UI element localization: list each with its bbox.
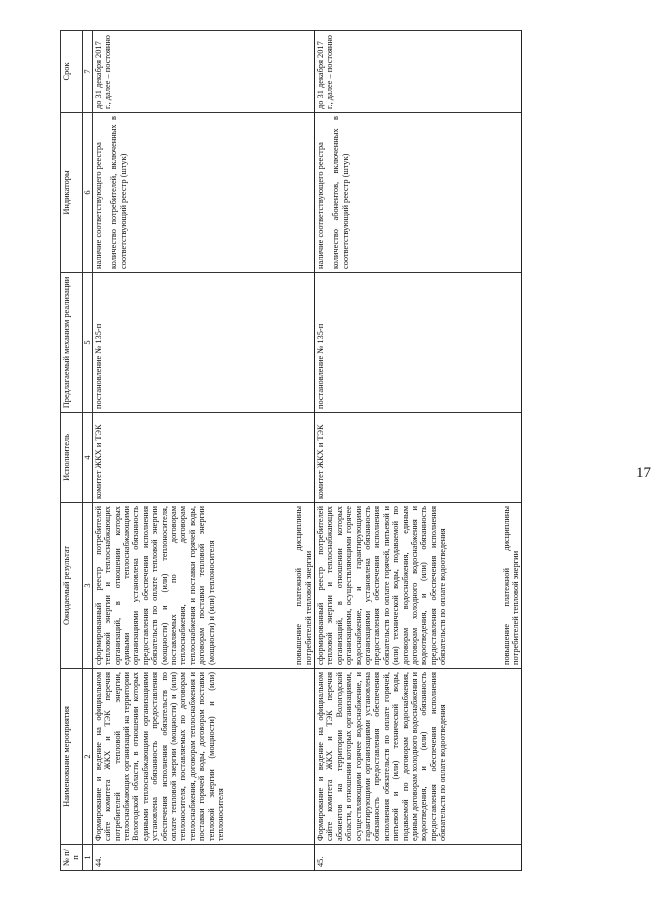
column-number: 5: [82, 273, 92, 413]
row-number: 44.: [92, 845, 314, 871]
indicator-text: количество абонентов, включенных в соответствующий реестр (штук): [331, 116, 350, 269]
table-row: [92, 31, 314, 871]
indicators: [314, 113, 522, 273]
column-number: 6: [82, 113, 92, 273]
measure-name: Формирование и ведение на официальном сайте комитета ЖКХ и ТЭК перечня абонентов на территории Вологодской области, в отношении которых организациями, осуществляющими горячее водоснабжение, и гарантирующими организациями установлена обязанность предоставления обеспечения исполнения обязательств по оплате горячей, питьевой и (или) технической воды, подаваемой по договорам водоснабжения, единым договорам холодного водоснабжения и водоотведения, и (или) обязанность предоставления обеспечения исполнения обязательств по оплате водоотведения: [314, 669, 522, 845]
column-number: 3: [82, 503, 92, 669]
header-name: Наименование мероприятия: [61, 669, 83, 845]
column-number: 7: [82, 31, 92, 113]
deadline: до 31 декабря 2017 г., далее – постоянно: [314, 31, 522, 113]
indicator-text: количество потребителей, включенных в соответствующий реестр (штук): [109, 116, 128, 269]
expected-result: [92, 503, 314, 669]
header-indicators: Индикаторы: [61, 113, 83, 273]
mechanism: постановление № 135-п: [314, 273, 522, 413]
page-number: 17: [636, 465, 651, 481]
expected-result: [314, 503, 522, 669]
indicator-text: наличие соответствующего реестра: [93, 142, 103, 269]
indicator-text: наличие соответствующего реестра: [315, 142, 325, 269]
header-mechanism: Предлагаемый механизм реализации: [61, 273, 83, 413]
executor: комитет ЖКХ и ТЭК: [314, 413, 522, 503]
header-deadline: Срок: [61, 31, 83, 113]
result-text: повышение платежной дисциплины потребителей тепловой энергии: [501, 506, 520, 665]
header-num: № п/п: [61, 845, 83, 871]
mechanism: постановление № 135-п: [92, 273, 314, 413]
column-numbers-row: [82, 31, 92, 871]
measures-table: [60, 30, 522, 871]
column-number: 2: [82, 669, 92, 845]
header-row: [61, 31, 83, 871]
table-row: [314, 31, 522, 871]
column-number: 4: [82, 413, 92, 503]
result-text: сформированный реестр потребителей тепловой энергии и теплоснабжающих организаций, в отношении которых организациями, осуществляющими горячее водоснабжение, и гарантирующими организациями установлена обязанность предоставления обеспечения исполнения обязательств по оплате горячей, питьевой и (или) технической воды, подаваемой по договорам водоснабжения, единым договорам холодного водоснабжения и водоотведения, и (или) обязанность предоставления обеспечения исполнения обязательств по оплате водоотведения: [315, 506, 448, 665]
result-text: повышение платежной дисциплины потребителей тепловой энергии: [294, 506, 313, 665]
indicators: [92, 113, 314, 273]
header-result: Ожидаемый результат: [61, 503, 83, 669]
deadline: до 31 декабря 2017 г., далее – постоянно: [92, 31, 314, 113]
column-number: 1: [82, 845, 92, 871]
result-text: сформированный реестр потребителей тепловой энергии и теплоснабжающих организаций, в отношении которых едиными теплоснабжающими организациями установлена обязанность предоставления обеспечения исполнения обязательств по оплате тепловой энергии (мощности) и (или) теплоносителя, поставляемых по договорам теплоснабжения, договорам теплоснабжения и поставки горячей воды, договорам поставки тепловой энергии (мощности) и (или) теплоносителя: [93, 506, 216, 665]
measure-name: Формирование и ведение на официальном сайте комитета ЖКХ и ТЭК перечня потребителей тепловой энергии, теплоснабжающих организаций на территории Вологодской области, в отношении которых едиными теплоснабжающими организациями установлена обязанность предоставления обеспечения исполнения обязательств по оплате тепловой энергии (мощности) и (или) теплоносителя, поставляемых по договорам теплоснабжения, договорам теплоснабжения и поставки горячей воды, договорам поставки тепловой энергии (мощности) и (или) теплоносителя: [92, 669, 314, 845]
executor: комитет ЖКХ и ТЭК: [92, 413, 314, 503]
header-executor: Исполнитель: [61, 413, 83, 503]
row-number: 45.: [314, 845, 522, 871]
